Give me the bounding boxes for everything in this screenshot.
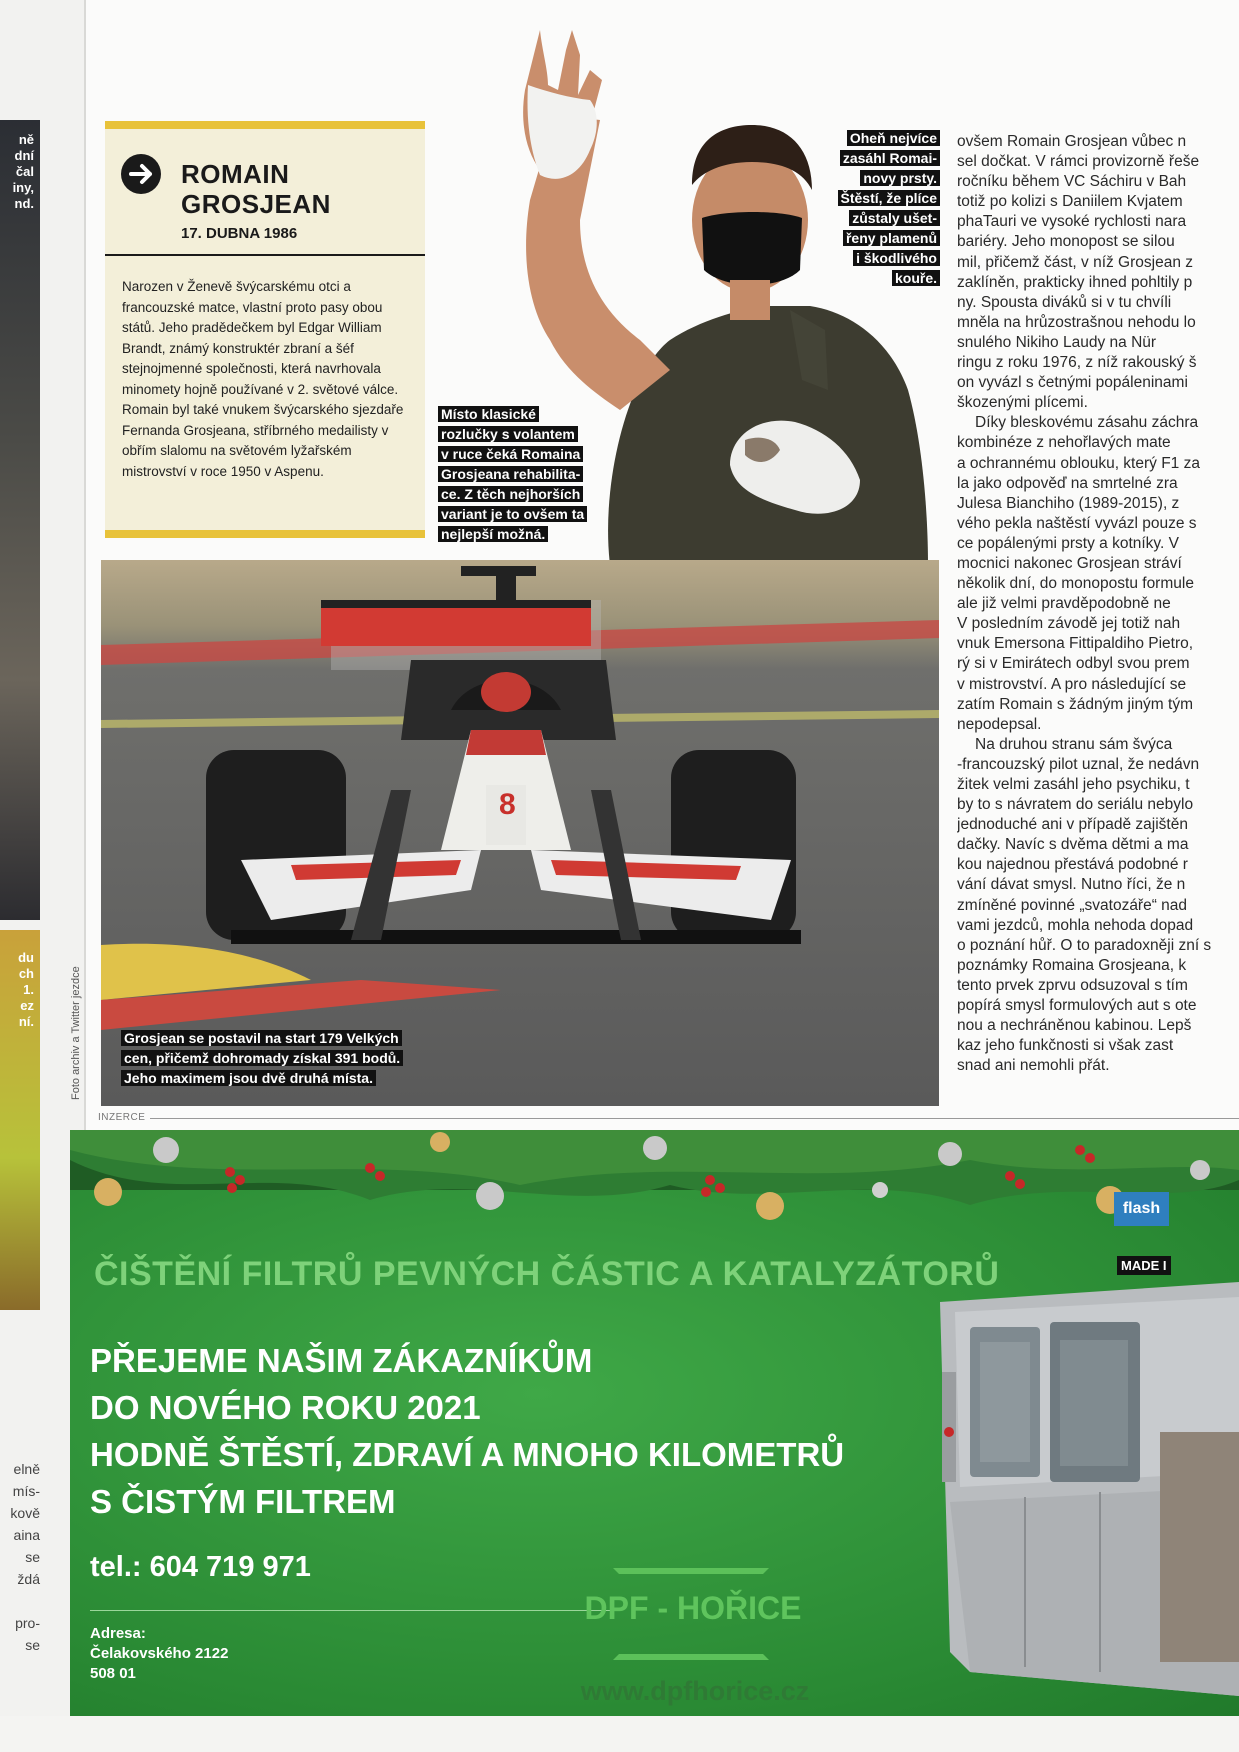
advertisement <box>70 1130 1239 1716</box>
previous-page-caption-top: ně dní čal iny, nd. <box>12 132 34 211</box>
article-line: škozenými plícemi. <box>957 394 1088 412</box>
article-line: žitek velmi zasáhl jeho psychiku, t <box>957 776 1190 793</box>
christmas-garland-decoration <box>70 1130 1239 1240</box>
ad-section-rule <box>150 1118 1239 1119</box>
article-line: tento prvek zprvu odsuzoval s tím <box>957 976 1188 994</box>
article-line: vnuk Emersona Fittipaldiho Pietro, <box>957 635 1194 653</box>
race-car-photo <box>101 560 939 1106</box>
article-line: ale již velmi pravděpodobně ne <box>957 595 1171 613</box>
profile-birthdate: 17. DUBNA 1986 <box>181 225 298 242</box>
ad-address-zip: 508 01 <box>90 1665 136 1682</box>
article-line: kombinéze z nehořlavých mate <box>957 434 1171 452</box>
article-line: kaz jeho funkčnosti si však zast <box>957 1037 1174 1055</box>
caption-line: kouře. <box>892 270 940 286</box>
article-line: ringu z roku 1976, z níž rakouský š <box>957 354 1197 372</box>
ad-website: www.dpfhorice.cz <box>580 1676 810 1706</box>
article-line: -francouzský pilot uznal, že nedávn <box>957 755 1200 773</box>
article-line: o poznání hůř. O to paradoxněji zní s <box>957 936 1212 954</box>
article-line: a ochrannému oblouku, který F1 za <box>957 454 1200 472</box>
article-line: on vyvázl s četnými popáleninami <box>957 374 1188 392</box>
caption-line: Grosjean se postavil na start 179 Velkých <box>121 1030 402 1046</box>
article-line: by to s návratem do seriálu nebylo <box>957 796 1194 814</box>
article-line: Julesa Bianchiho (1989-2015), z <box>957 494 1180 512</box>
article-line: zaklíněn, prakticky ihned pohltily p <box>957 273 1193 291</box>
article-line: v mistrovství. A pro následující se <box>957 675 1187 693</box>
article-line: mocnici nakonec Grosjean stráví <box>957 554 1182 572</box>
caption-line: Místo klasické <box>438 406 539 422</box>
caption-line: rozlučky s volantem <box>438 426 578 442</box>
caption-line: Štěstí, že plíce <box>838 190 940 206</box>
article-line: poznámky Romaina Grosjeana, k <box>957 956 1187 974</box>
caption-fire-injury <box>834 128 940 288</box>
caption-line: řeny plamenů <box>843 230 940 246</box>
article-line: la jako odpověď na smrtelné zra <box>957 474 1178 492</box>
ad-address-street: Čelakovského 2122 <box>90 1645 229 1662</box>
article-line: snad ani nemohli přát. <box>957 1057 1110 1075</box>
article-line: mil, přičemž část, v níž Grosjean z <box>957 253 1194 271</box>
article-line: bariéry. Jeho monopost se silou <box>957 233 1175 251</box>
article-line: mněla na hrůzostrašnou nehodu lo <box>957 313 1196 331</box>
dpf-logo-text: DPF - HOŘICE <box>584 1590 802 1626</box>
caption-line: i škodlivého <box>853 250 940 266</box>
article-line: nepodepsal. <box>957 715 1042 733</box>
previous-page-photo-dark <box>0 120 40 920</box>
previous-page-body-text: elně mís- kově aina se ždá pro- se <box>10 1461 40 1653</box>
caption-line: novy prsty. <box>860 170 940 186</box>
article-line: V posledním závodě jej totiž nah <box>957 615 1181 633</box>
article-line: několik dní, do monopostu formule <box>957 575 1194 593</box>
ad-greeting <box>90 1337 844 1525</box>
profile-box <box>105 121 425 538</box>
article-line: sel dočkat. V rámci provizorně řeše <box>957 153 1200 171</box>
article-line: ce popálenými prsty a kotníky. V <box>957 534 1179 552</box>
article-line: Díky bleskovému zásahu záchra <box>975 414 1199 432</box>
ad-address <box>90 1624 228 1684</box>
car-number: 8 <box>499 788 516 821</box>
caption-line: variant je to ovšem ta <box>438 506 587 522</box>
article-line: ny. Spousta diváků si v tu chvíli <box>957 293 1172 311</box>
article-line: ročníku během VC Sáchiru v Bah <box>957 173 1187 191</box>
profile-name: ROMAIN GROSJEAN <box>181 159 331 219</box>
article-line: kou najednou přestává podobné r <box>957 856 1188 874</box>
ad-address-label: Adresa: <box>90 1625 146 1642</box>
caption-career-stats <box>121 1028 421 1088</box>
caption-line: zasáhl Romai- <box>840 150 940 166</box>
ad-phone: tel.: 604 719 971 <box>90 1551 311 1583</box>
article-line: ovšem Romain Grosjean vůbec n <box>957 133 1187 150</box>
article-line: Na druhou stranu sám švýca <box>975 735 1173 753</box>
article-line: zatím Romain s žádným jiným tým <box>957 695 1193 713</box>
caption-line: Oheň nejvíce <box>847 130 940 146</box>
article-line: snulého Nikiho Laudy na Nür <box>957 333 1157 351</box>
article-body <box>957 132 1239 1112</box>
article-line: vání dávat smysl. Nutno říci, že n <box>957 876 1186 894</box>
machine-made-badge: MADE I <box>1117 1256 1171 1275</box>
previous-page-caption-bottom: du ch 1. ez ní. <box>18 950 34 1029</box>
article-line: vého pekla naštěstí vyvázl pouze s <box>957 514 1197 532</box>
article-line: phaTauri ve vysoké rychlosti nara <box>957 213 1187 231</box>
ad-greeting-line: S ČISTÝM FILTREM <box>90 1483 396 1520</box>
arrow-right-icon <box>121 154 161 194</box>
caption-line: nejlepší možná. <box>438 526 548 542</box>
machine-brand-label: flash <box>1114 1192 1169 1226</box>
profile-bio: Narozen v Ženevě švýcarskému otci a francouzské matce, vlastní proto pasy obou států. Jeho pradědečkem byl Edgar William Brandt, známý konstruktér zbraní a šéf stejnojmenné společnosti, která navrhovala minomety hojně používané v 2. světové válce. Romain byl také vnukem švýcarského sjezdaře Fernanda Grosjeana, stříbrného medailisty v obřím slalomu na světovém lyžařském mistrovství v roce 1950 v Aspenu. <box>122 279 404 479</box>
ad-greeting-line: HODNĚ ŠTĚSTÍ, ZDRAVÍ A MNOHO KILOMETRŮ <box>90 1436 845 1473</box>
ad-greeting-line: DO NOVÉHO ROKU 2021 <box>90 1389 481 1426</box>
caption-line: cen, přičemž dohromady získal 391 bodů. <box>121 1050 403 1066</box>
article-line: totiž po kolizi s Daniilem Kvjatem <box>957 193 1183 211</box>
article-line: dačky. Navíc s dvěma dětmi a ma <box>957 836 1189 854</box>
article-line: popírá smysl formulových aut s ote <box>957 997 1197 1015</box>
photo-credit <box>70 1088 82 1100</box>
caption-line: Jeho maximem jsou dvě druhá místa. <box>121 1070 376 1086</box>
ad-section-label: INZERCE <box>98 1112 146 1123</box>
caption-rehabilitation <box>438 404 606 544</box>
ad-greeting-line: PŘEJEME NAŠIM ZÁKAZNÍKŮM <box>90 1342 593 1379</box>
article-line: jednoduché ani v případě zajištěn <box>957 816 1188 834</box>
caption-line: zůstaly ušet- <box>849 210 940 226</box>
page-bottom-margin <box>0 1716 1239 1752</box>
article-line: nou a nechráněnou kabinou. Lepš <box>957 1017 1192 1035</box>
filter-cleaning-machine-image <box>930 1272 1239 1696</box>
profile-divider <box>105 254 425 256</box>
ad-divider <box>90 1610 610 1611</box>
article-line: vami jezdců, mohla nehoda dopad <box>957 916 1194 934</box>
caption-line: ce. Z těch nejhorších <box>438 486 583 502</box>
caption-line: v ruce čeká Romaina <box>438 446 583 462</box>
ad-headline: ČIŠTĚNÍ FILTRŮ PEVNÝCH ČÁSTIC A KATALYZÁTORŮ <box>94 1255 1000 1293</box>
article-line: zmíněné povinné „svatozáře“ nad <box>957 896 1188 914</box>
caption-line: Grosjeana rehabilita- <box>438 466 583 482</box>
article-line: rý si v Emirátech odbyl svou prem <box>957 655 1190 673</box>
